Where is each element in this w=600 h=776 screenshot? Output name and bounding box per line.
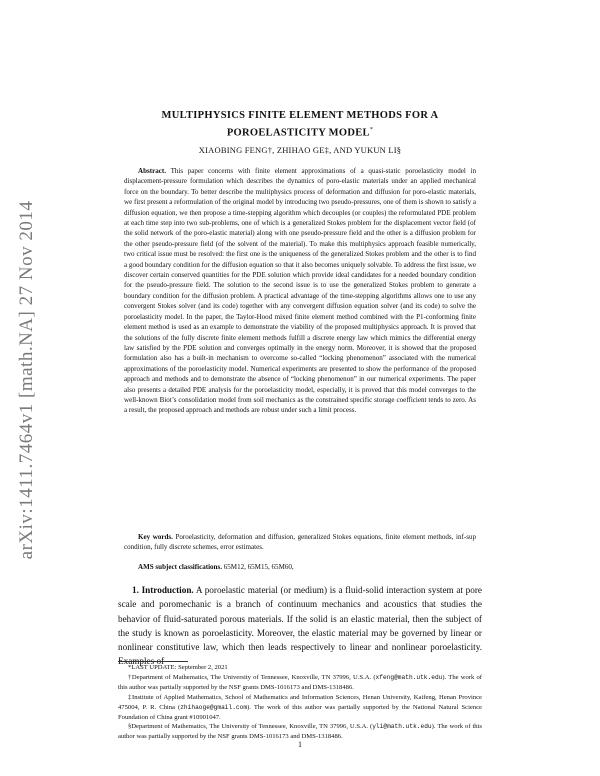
- title-footnote-mark: *: [369, 127, 374, 133]
- keywords: [124, 532, 476, 553]
- footnotes: [118, 663, 482, 742]
- footnote-author-1-email[interactable]: xfeng@math.utk.edu: [375, 673, 443, 681]
- footnote-last-update: *LAST UPDATE: September 2, 2021: [128, 664, 228, 671]
- introduction-text: A poroelastic material (or medium) is a fluid-solid interaction system at pore scale and poromechanic is a branch of continuum mechanics and acoustics that studies the behavior of fluid-saturated porous materials. If the solid is an elastic material, then the subject of the study is known as poroelasticity. Moreover, the elastic material may be governed by linear or nonlinear constitutive law, which then leads respectively to linear and nonlinear poroelasticity. Examples of: [118, 585, 482, 667]
- keywords-text: Poroelasticity, deformation and diffusion, generalized Stokes equations, finite element methods, inf-sup condition, fully discrete schemes, error estimates.: [124, 533, 476, 552]
- arxiv-identifier[interactable]: arXiv:1411.7464v1 [math.NA] 27 Nov 2014: [16, 200, 37, 560]
- footnote-author-2: [118, 693, 482, 723]
- keywords-label: Key words.: [138, 533, 173, 541]
- author-list: XIAOBING FENG†, ZHIHAO GE‡, AND YUKUN LI§: [198, 145, 402, 155]
- footnote-author-3-email[interactable]: yli@math.utk.edu: [372, 723, 432, 731]
- ams-text: 65M12, 65M15, 65M60,: [223, 563, 294, 571]
- footnote-rule: [118, 661, 188, 662]
- paper-title-text: MULTIPHYSICS FINITE ELEMENT METHODS FOR A POROELASTICITY MODEL: [161, 110, 439, 139]
- arxiv-stamp: [12, 180, 42, 580]
- ams-label: AMS subject classifications.: [138, 563, 222, 571]
- footnote-author-2-email[interactable]: zhihaoge@gmail.com: [180, 703, 248, 711]
- footnote-author-3-funding: ). The work of this author was partially supported by the NSF grants DMS-1016173 and DMS-1318486.: [118, 723, 482, 741]
- introduction-section: [118, 583, 482, 669]
- abstract: [124, 166, 476, 416]
- footnote-author-2-affiliation: ‡Institute of Applied Mathematics, School of Mathematics and Information Sciences, Henan University, Kaifeng, Henan Province 475004, P. R. China (: [118, 693, 482, 711]
- paper-title: [150, 108, 450, 141]
- footnote-author-2-funding: ). The work of this author was partially supported by the National Natural Science Foundation of China grant #10901047.: [118, 703, 482, 721]
- footnote-author-1-funding: ). The work of this author was partially supported by the NSF grants DMS-1016173 and DMS-1318486.: [118, 673, 482, 691]
- abstract-text: This paper concerns with finite element approximations of a quasi-static poroelasticity model in displacement-pressure formulation which describes the dynamics of poro-elastic materials under an applied mechanical force on the boundary. To better describe the multiphysics process of deformation and diffusion for poro-elastic materials, we first present a reformulation of the original model by introducing two pseudo-pressures, one of them is shown to satisfy a diffusion equation, we then propose a time-stepping algorithm which decouples (or couples) the reformulated PDE problem at each time step into two sub-problems, one of which is a generalized Stokes problem for the displacement vector field (of the solid network of the poro-elastic material) along with one pseudo-pressure field and the other is a diffusion problem for the other pseudo-pressure field (of the solvent of the material). To make this multiphysics approach feasible numerically, two critical issue must be resolved: the first one is the uniqueness of the generalized Stokes problem and the other is to find a good boundary condition for the diffusion equation so that it also becomes uniquely solvable. To address the first issue, we discover certain conserved quantities for the PDE solution which provide ideal candidates for a needed boundary condition for the pseudo-pressure field. The solution to the second issue is to use the generalized Stokes problem to generate a boundary condition for the diffusion problem. A practical advantage of the time-stepping algorithms allows one to use any convergent Stokes solver (and its code) together with any convergent diffusion equation solver (and its code) to solve the poroelasticity model. In the paper, the Taylor-Hood mixed finite element method combined with the P1-conforming finite element method is used as an example to demonstrate the viability of the proposed multiphysics approach. It is proved that the solutions of the fully discrete finite element methods fulfill a discrete energy law which mimics the differential energy law satisfied by the PDE solution and converges optimally in the energy norm. Moreover, it is showed that the proposed formulation also has a built-in mechanism to overcome so-called “locking phenomenon” associated with the numerical approximations of the poroelasticity model. Numerical experiments are presented to show the performance of the proposed approach and methods and to demonstrate the absence of “locking phenomenon” in our numerical experiments. The paper also presents a detailed PDE analysis for the poroelasticity model, especially, it is proved that this model converges to the well-known Biot’s consolidation model from soil mechanics as the constrained specific storage coefficient tends to zero. As a result, the proposed approach and methods are robust under such a limit process.: [124, 167, 476, 415]
- abstract-label: Abstract.: [138, 167, 166, 175]
- section-heading: 1. Introduction.: [132, 585, 194, 595]
- footnote-author-3-affiliation: §Department of Mathematics, The University of Tennessee, Knoxville, TN 37996, U.S.A. (: [128, 723, 373, 731]
- page-number: 1: [298, 740, 302, 749]
- footnote-author-1: [118, 673, 482, 693]
- ams-classifications: [124, 562, 476, 572]
- footnote-author-1-affiliation: †Department of Mathematics, The University of Tennessee, Knoxville, TN 37996, U.S.A. (: [128, 673, 376, 681]
